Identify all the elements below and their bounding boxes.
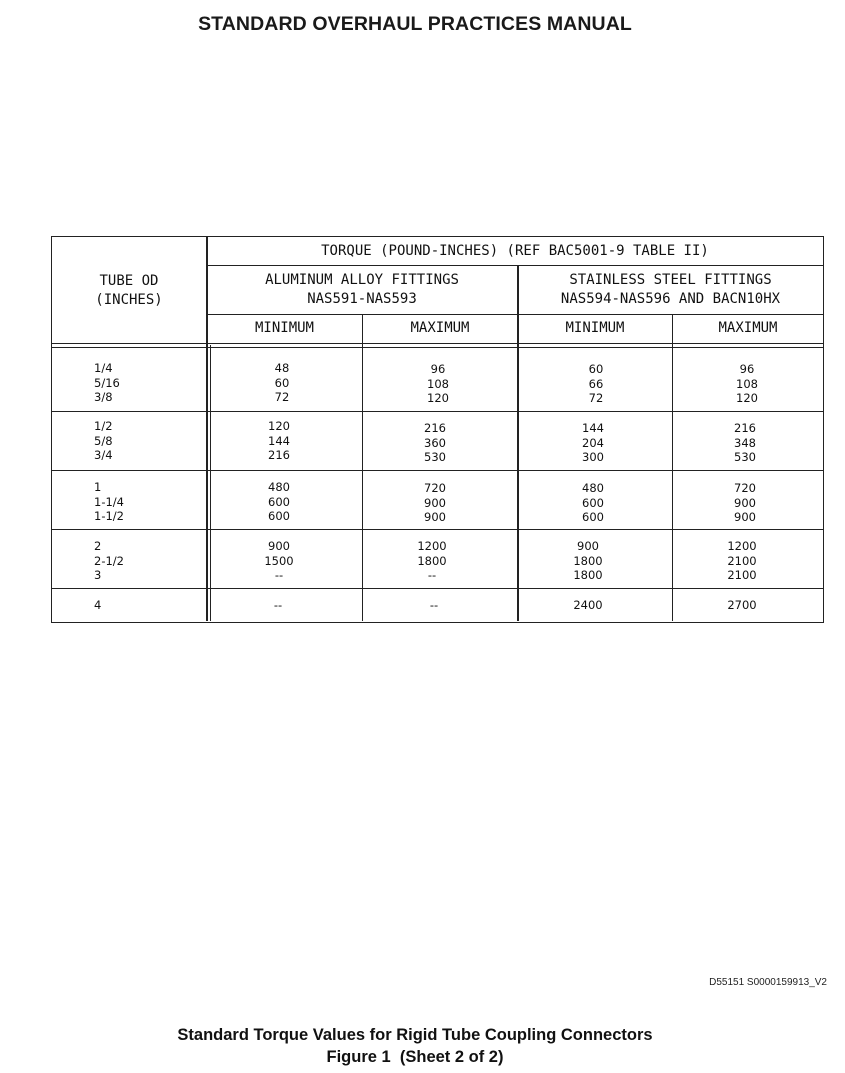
ss-max-cell: 1200 2100 2100 — [727, 539, 757, 583]
ss-maximum-header: MAXIMUM — [718, 320, 778, 336]
al-max-cell: 1200 1800 -- — [417, 539, 447, 583]
tube-size-cell: 2 2-1/2 3 — [94, 539, 124, 583]
tube-od-unit: (INCHES) — [95, 292, 163, 308]
ss-max-cell: 2700 — [727, 598, 757, 612]
al-min-cell: 48 60 72 — [274, 361, 290, 405]
divider — [362, 314, 363, 621]
tube-od-header — [52, 272, 206, 310]
ss-minimum-header: MINIMUM — [565, 320, 625, 336]
divider — [52, 529, 823, 530]
manual-title: STANDARD OVERHAUL PRACTICES MANUAL — [198, 13, 632, 35]
al-max-cell: -- — [429, 598, 439, 612]
aluminum-spec: NAS591-NAS593 — [307, 291, 417, 307]
divider — [52, 347, 823, 348]
al-min-cell: 120 144 216 — [268, 419, 290, 463]
al-max-cell: 720 900 900 — [424, 481, 446, 525]
divider — [52, 470, 823, 471]
tube-size-cell: 4 — [94, 598, 102, 612]
caption-title: Standard Torque Values for Rigid Tube Coupling Connectors — [177, 1026, 653, 1044]
al-min-cell: 480 600 600 — [268, 480, 290, 524]
divider — [206, 314, 823, 315]
divider — [672, 314, 673, 621]
tube-od-label: TUBE OD — [99, 273, 159, 289]
ss-max-cell: 216 348 530 — [734, 421, 756, 465]
al-min-cell: 900 1500 -- — [264, 539, 294, 583]
drawing-reference-code: D55151 S0000159913_V2 — [709, 977, 827, 988]
divider — [52, 343, 823, 344]
al-minimum-header: MINIMUM — [254, 320, 314, 336]
stainless-header — [518, 271, 823, 309]
caption-figure: Figure 1 (Sheet 2 of 2) — [326, 1048, 504, 1066]
divider — [52, 588, 823, 589]
ss-max-cell: 720 900 900 — [734, 481, 756, 525]
ss-min-cell: 480 600 600 — [582, 481, 604, 525]
al-max-cell: 96 108 120 — [427, 362, 449, 406]
aluminum-header — [207, 271, 517, 309]
torque-table — [51, 236, 824, 623]
torque-header: TORQUE (POUND-INCHES) (REF BAC5001-9 TABLE II) — [321, 243, 709, 259]
divider — [206, 265, 823, 266]
tube-size-cell: 1/2 5/8 3/4 — [94, 419, 113, 463]
ss-min-cell: 2400 — [573, 598, 603, 612]
ss-max-cell: 96 108 120 — [736, 362, 758, 406]
tube-size-cell: 1 1-1/4 1-1/2 — [94, 480, 124, 524]
tube-size-cell: 1/4 5/16 3/8 — [94, 361, 120, 405]
ss-min-cell: 900 1800 1800 — [573, 539, 603, 583]
al-maximum-header: MAXIMUM — [410, 320, 470, 336]
aluminum-title: ALUMINUM ALLOY FITTINGS — [265, 272, 459, 288]
stainless-spec: NAS594-NAS596 AND BACN10HX — [560, 291, 781, 307]
ss-min-cell: 144 204 300 — [582, 421, 604, 465]
divider — [52, 411, 823, 412]
divider — [210, 345, 211, 621]
al-max-cell: 216 360 530 — [424, 421, 446, 465]
al-min-cell: -- — [273, 598, 283, 612]
ss-min-cell: 60 66 72 — [588, 362, 604, 406]
stainless-title: STAINLESS STEEL FITTINGS — [569, 272, 772, 288]
